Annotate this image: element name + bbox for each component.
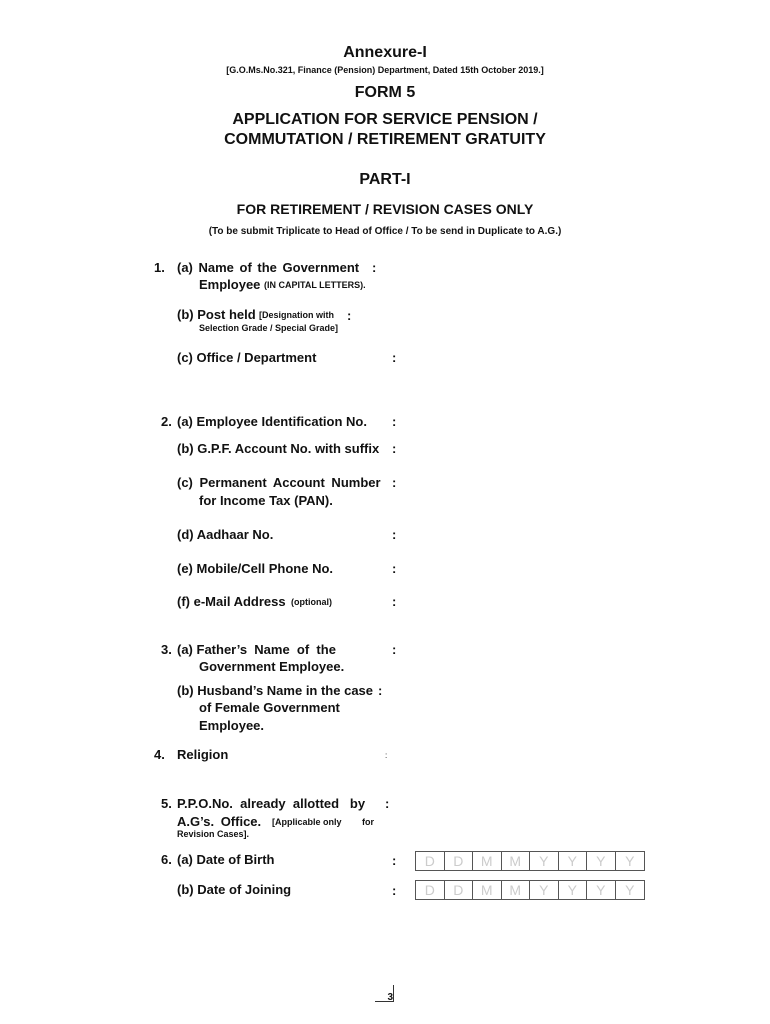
label-employee-id: (a) Employee Identification No.	[177, 414, 367, 429]
label-father-name-cont: Government Employee.	[199, 659, 345, 674]
colon: :	[378, 683, 383, 698]
note-revision-cases: Revision Cases].	[177, 829, 250, 839]
date-box[interactable]: M	[502, 852, 531, 870]
date-of-joining-input[interactable]	[415, 880, 645, 900]
date-box[interactable]: D	[416, 881, 445, 899]
label-email: (f) e-Mail Address	[177, 594, 286, 609]
note-capital-letters: (IN CAPITAL LETTERS).	[264, 280, 366, 290]
date-box[interactable]: Y	[625, 882, 635, 898]
date-box[interactable]: Y	[625, 853, 635, 869]
date-box[interactable]: M	[473, 881, 502, 899]
date-box[interactable]: D	[445, 881, 474, 899]
label-pan-cont: for Income Tax (PAN).	[199, 493, 333, 508]
item-number-1: 1.	[154, 260, 165, 275]
item-number-5: 5.	[161, 796, 172, 811]
form-title-line2: COMMUTATION / RETIREMENT GRATUITY	[224, 131, 546, 148]
form-title-line1: APPLICATION FOR SERVICE PENSION /	[232, 111, 538, 128]
label-post-held: (b) Post held	[177, 307, 256, 322]
label-husband-name-cont2: Employee.	[199, 718, 265, 733]
colon: :	[392, 414, 397, 429]
colon: :	[392, 642, 397, 657]
colon: :	[392, 853, 397, 868]
annexure-heading: Annexure-I	[343, 44, 427, 61]
date-box[interactable]: Y	[530, 852, 559, 870]
colon: :	[392, 527, 397, 542]
form-number: FORM 5	[354, 84, 416, 101]
label-mobile: (e) Mobile/Cell Phone No.	[177, 561, 334, 576]
colon: :	[385, 751, 388, 760]
date-of-birth-input[interactable]	[415, 851, 645, 871]
item-number-4: 4.	[154, 747, 165, 762]
label-ppo-number-cont: A.G’s. Office.	[177, 814, 262, 829]
date-box[interactable]: D	[445, 852, 474, 870]
note-designation: [Designation with	[259, 310, 334, 320]
page-number: 3	[375, 985, 394, 1002]
part-heading: PART-I	[359, 171, 411, 188]
note-optional: (optional)	[291, 597, 332, 607]
label-employee-name: (a) Name of the Government	[177, 260, 360, 275]
date-box[interactable]: M	[502, 881, 531, 899]
date-box[interactable]: M	[473, 852, 502, 870]
label-husband-name-cont1: of Female Government	[199, 700, 340, 715]
go-reference: [G.O.Ms.No.321, Finance (Pension) Department, Dated 15th October 2019.]	[226, 65, 544, 75]
date-box[interactable]: Y	[587, 852, 616, 870]
colon: :	[347, 308, 352, 323]
label-pan: (c) Permanent Account Number	[177, 475, 381, 490]
label-husband-name: (b) Husband’s Name in the case	[177, 683, 374, 698]
subtitle: FOR RETIREMENT / REVISION CASES ONLY	[236, 201, 534, 217]
label-gpf-account: (b) G.P.F. Account No. with suffix	[177, 441, 380, 456]
note-applicable: [Applicable only	[272, 817, 342, 827]
note-for: for	[362, 817, 374, 827]
colon: :	[392, 883, 397, 898]
item-number-6: 6.	[161, 852, 172, 867]
colon: :	[392, 441, 397, 456]
colon: :	[392, 475, 397, 490]
date-box[interactable]: D	[416, 852, 445, 870]
label-aadhaar: (d) Aadhaar No.	[177, 527, 274, 542]
note-selection-grade: Selection Grade / Special Grade]	[199, 323, 339, 333]
label-employee-name-cont: Employee	[199, 277, 261, 292]
date-box[interactable]: Y	[587, 881, 616, 899]
date-box[interactable]: Y	[530, 881, 559, 899]
label-office-department: (c) Office / Department	[177, 350, 317, 365]
date-box[interactable]: Y	[559, 852, 588, 870]
colon: :	[372, 260, 377, 275]
colon: :	[392, 561, 397, 576]
colon: :	[392, 594, 397, 609]
colon: :	[385, 796, 390, 811]
label-date-of-birth: (a) Date of Birth	[177, 852, 275, 867]
label-ppo-number: P.P.O.No. already allotted by	[177, 796, 366, 811]
label-date-of-joining: (b) Date of Joining	[177, 882, 292, 897]
item-number-2: 2.	[161, 414, 172, 429]
colon: :	[392, 350, 397, 365]
label-religion: Religion	[177, 747, 229, 762]
label-father-name: (a) Father’s Name of the	[177, 642, 336, 657]
instruction-note: (To be submit Triplicate to Head of Office / To be send in Duplicate to A.G.)	[208, 226, 562, 237]
item-number-3: 3.	[161, 642, 172, 657]
date-box[interactable]: Y	[559, 881, 588, 899]
